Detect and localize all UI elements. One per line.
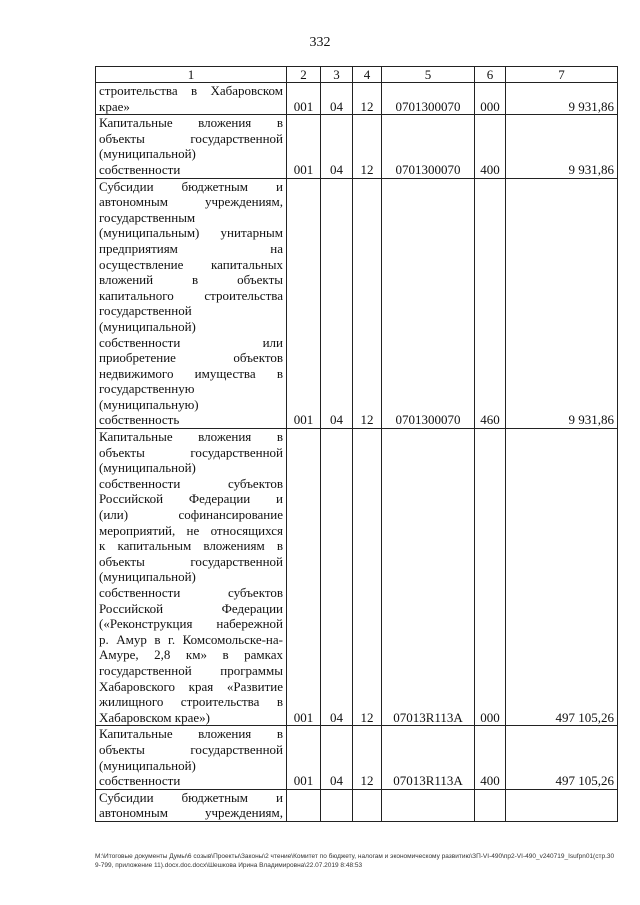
description-line: объекты государственной [99, 130, 283, 146]
description-line: (муниципальной) [99, 757, 196, 773]
description-line: крае» [99, 98, 130, 114]
admin-code-cell [287, 789, 321, 821]
description-line: строительства в Хабаровском [99, 83, 283, 98]
description-line: вложений в объекты [99, 272, 283, 288]
description-line: собственность [99, 412, 180, 428]
column-header: 4 [353, 67, 382, 83]
description-line: (или) софинансирование [99, 507, 283, 523]
target-article-cell: 07013R113A [382, 726, 475, 789]
section-code-cell: 04 [321, 178, 353, 429]
document-path-footer: М:\Итоговые документы Думы\6 созыв\Проекты\Законы\2 чтение\Комитет по бюджету, налогам и экономическому развитию\ЗП-VI-490\пр2-VI-490_v240719_Isufpn01(стр.309-799, приложение 11).docx.doc.docx\Шешкова Ирина Владимировна\22.07.2019 8:48:53 [95, 853, 615, 869]
section-code-cell [321, 789, 353, 821]
description-line: Хабаровском крае») [99, 709, 210, 725]
description-line: государственной программы [99, 662, 283, 678]
amount-cell [506, 789, 618, 821]
description-line: государственным [99, 209, 196, 225]
amount-cell: 9 931,86 [506, 178, 618, 429]
description-line: («Реконструкция набережной [99, 616, 283, 632]
description-line: Хабаровского края «Развитие [99, 678, 283, 694]
description-line: (муниципальной) [99, 146, 196, 162]
column-header: 3 [321, 67, 353, 83]
table-row [96, 789, 618, 821]
description-line: собственности [99, 773, 181, 789]
admin-code-cell: 001 [287, 115, 321, 178]
description-line: мероприятий, не относящихся [99, 522, 283, 538]
target-article-cell: 0701300070 [382, 115, 475, 178]
description-line: Капитальные вложения в [99, 115, 283, 131]
column-header: 5 [382, 67, 475, 83]
description-line: (муниципальной) [99, 460, 196, 476]
description-cell [96, 429, 287, 726]
description-line: объекты государственной [99, 741, 283, 757]
description-line: собственности субъектов [99, 475, 283, 491]
description-line: собственности [99, 161, 181, 177]
amount-cell: 497 105,26 [506, 726, 618, 789]
description-cell [96, 726, 287, 789]
table-row [96, 115, 618, 178]
admin-code-cell: 001 [287, 83, 321, 115]
header-row [96, 67, 618, 83]
description-line: государственную [99, 381, 195, 397]
description-line: р. Амур в г. Комсомольске-на- [99, 631, 283, 647]
budget-table [95, 66, 618, 822]
description-line: (муниципальную) [99, 396, 199, 412]
description-line: государственной [99, 303, 192, 319]
description-line: Российской Федерации [99, 600, 283, 616]
column-header: 1 [96, 67, 287, 83]
description-line: жилищного строительства в [99, 694, 283, 710]
table-row [96, 178, 618, 429]
description-line: Субсидии бюджетным и [99, 178, 283, 194]
description-line: приобретение объектов [99, 350, 283, 366]
expense-type-cell: 000 [475, 83, 506, 115]
page-number: 332 [309, 35, 331, 50]
section-code-cell: 04 [321, 83, 353, 115]
target-article-cell [382, 789, 475, 821]
target-article-cell: 07013R113A [382, 429, 475, 726]
description-line: (муниципальной) [99, 318, 196, 334]
description-line: недвижимого имущества в [99, 365, 283, 381]
description-line: капитального строительства [99, 287, 283, 303]
description-line: к капитальным вложениям в [99, 538, 283, 554]
description-line: объекты государственной [99, 444, 283, 460]
description-line: Субсидии бюджетным и [99, 789, 283, 805]
admin-code-cell: 001 [287, 178, 321, 429]
target-article-cell: 0701300070 [382, 178, 475, 429]
description-line: предприятиям на [99, 240, 283, 256]
subsection-code-cell [353, 789, 382, 821]
subsection-code-cell: 12 [353, 115, 382, 178]
description-cell [96, 178, 287, 429]
subsection-code-cell: 12 [353, 83, 382, 115]
admin-code-cell: 001 [287, 429, 321, 726]
section-code-cell: 04 [321, 726, 353, 789]
subsection-code-cell: 12 [353, 178, 382, 429]
amount-cell: 9 931,86 [506, 83, 618, 115]
admin-code-cell: 001 [287, 726, 321, 789]
table-row [96, 429, 618, 726]
section-code-cell: 04 [321, 429, 353, 726]
description-line: Российской Федерации и [99, 491, 283, 507]
description-cell [96, 789, 287, 821]
expense-type-cell: 460 [475, 178, 506, 429]
section-code-cell: 04 [321, 115, 353, 178]
expense-type-cell: 000 [475, 429, 506, 726]
description-line: объекты государственной [99, 553, 283, 569]
column-header: 6 [475, 67, 506, 83]
column-header: 2 [287, 67, 321, 83]
description-line: автономным учреждениям, [99, 805, 283, 821]
expense-type-cell: 400 [475, 115, 506, 178]
subsection-code-cell: 12 [353, 429, 382, 726]
amount-cell: 9 931,86 [506, 115, 618, 178]
expense-type-cell [475, 789, 506, 821]
description-line: собственности субъектов [99, 585, 283, 600]
description-line: осуществление капитальных [99, 256, 283, 272]
table-row [96, 726, 618, 789]
description-line: Капитальные вложения в [99, 429, 283, 445]
description-line: собственности или [99, 334, 283, 350]
target-article-cell: 0701300070 [382, 83, 475, 115]
description-line: Амуре, 2,8 км» в рамках [99, 647, 283, 663]
column-header: 7 [506, 67, 618, 83]
expense-type-cell: 400 [475, 726, 506, 789]
description-cell [96, 115, 287, 178]
description-cell [96, 83, 287, 115]
amount-cell: 497 105,26 [506, 429, 618, 726]
description-line: Капитальные вложения в [99, 726, 283, 742]
description-line: (муниципальной) [99, 569, 196, 585]
table-row [96, 83, 618, 115]
description-line: (муниципальным) унитарным [99, 225, 283, 241]
subsection-code-cell: 12 [353, 726, 382, 789]
description-line: автономным учреждениям, [99, 194, 283, 210]
